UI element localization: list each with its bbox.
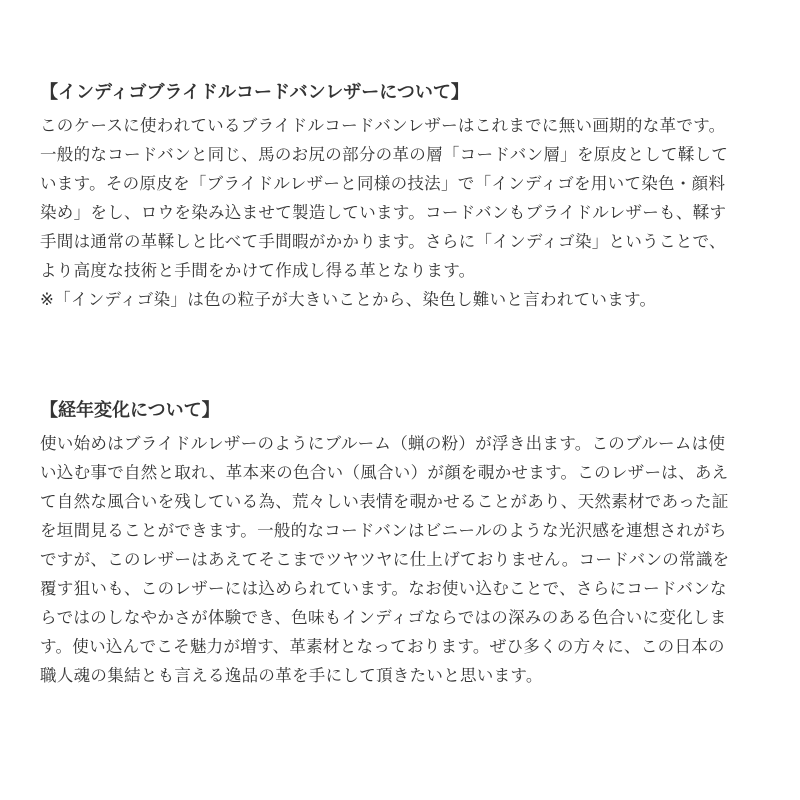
note-line: ※「インディゴ染」は色の粒子が大きいことから、染色し難いと言われています。 <box>40 290 657 309</box>
section-indigo-bridle-cordovan <box>40 80 780 314</box>
body-line: らではのしなやかさが体験でき、色味もインディゴならではの深みのある色合いに変化しま <box>40 608 727 627</box>
section-body <box>40 111 780 314</box>
body-line: す。使い込んでこそ魅力が増す、革素材となっております。ぜひ多くの方々に、この日本の <box>40 637 725 656</box>
body-line: を垣間見ることができます。一般的なコードバンはビニールのような光沢感を連想されがち <box>40 521 727 540</box>
body-line: います。その原皮を「ブライドルレザーと同様の技法」で「インディゴを用いて染色・顔料 <box>40 174 726 193</box>
body-line: 手間は通常の革鞣しと比べて手間暇がかかります。さらに「インディゴ染」ということで、 <box>40 232 726 251</box>
section-body <box>40 429 780 690</box>
section-heading: 【インディゴブライドルコードバンレザーについて】 <box>40 82 469 103</box>
body-line: 職人魂の集結とも言える逸品の革を手にして頂きたいと思います。 <box>40 666 543 685</box>
body-line: 一般的なコードバンと同じ、馬のお尻の部分の革の層「コードバン層」を原皮として鞣して <box>40 145 729 164</box>
section-heading: 【経年変化について】 <box>40 400 220 421</box>
body-line: 染め」をし、ロウを染み込ませて製造しています。コードバンもブライドルレザーも、鞣す <box>40 203 727 222</box>
body-line: より高度な技術と手間をかけて作成し得る革となります。 <box>40 261 476 280</box>
body-line: 使い始めはブライドルレザーのようにブルーム（蝋の粉）が浮き出ます。このブルームは使 <box>40 434 726 453</box>
body-line: ですが、このレザーはあえてそこまでツヤツヤに仕上げておりません。コードバンの常識を <box>40 550 730 569</box>
body-line: 覆す狙いも、このレザーには込められています。なお使い込むことで、さらにコードバンな <box>40 579 727 598</box>
section-aging <box>40 398 780 690</box>
body-line: このケースに使われているブライドルコードバンレザーはこれまでに無い画期的な革です。 <box>40 116 726 135</box>
body-line: て自然な風合いを残している為、荒々しい表情を覗かせることがあり、天然素材であった証 <box>40 492 729 511</box>
body-line: い込む事で自然と取れ、革本来の色合い（風合い）が顔を覗かせます。このレザーは、あえ <box>40 463 729 482</box>
